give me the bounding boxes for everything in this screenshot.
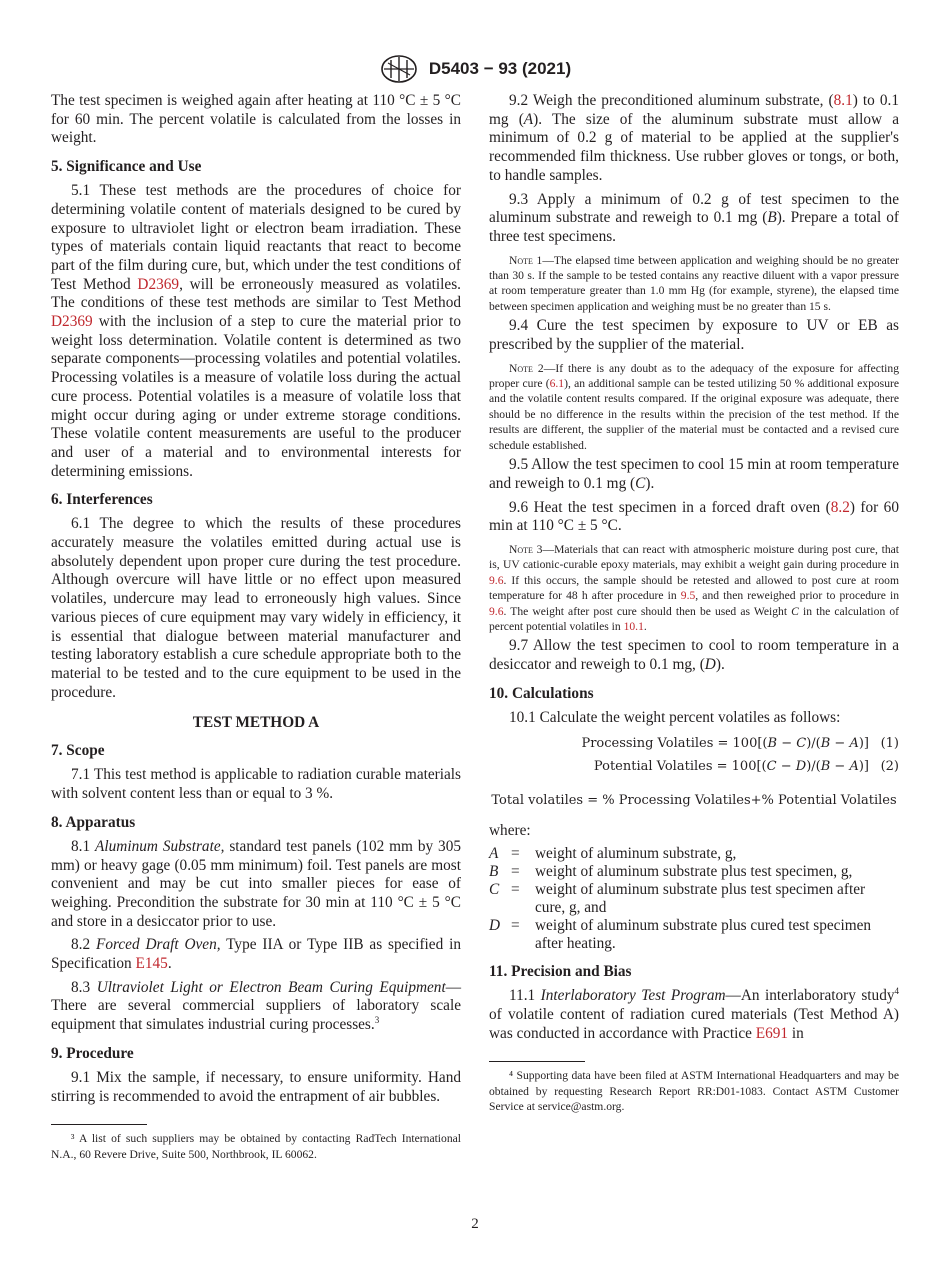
paragraph-9-7: 9.7 Allow the test specimen to cool to room temperature in a desiccator and reweigh to 0.1 mg, (D). <box>489 637 899 674</box>
link-9-5[interactable]: 9.5 <box>680 589 696 603</box>
footnote-4: ⁴ Supporting data have been filed at ASTM International Headquarters and may be obtained by requesting Research Report RR:D01-1083. Contact ASTM Customer Service at service@astm.org. <box>489 1069 899 1114</box>
definition-d: D = weight of aluminum substrate plus cured test specimen after heating. <box>489 917 872 953</box>
paragraph-9-5: 9.5 Allow the test specimen to cool 15 min at room temperature and reweigh to 0.1 mg (C). <box>489 456 899 492</box>
right-column <box>489 92 899 1114</box>
paragraph-9-1: 9.1 Mix the sample, if necessary, to ensure uniformity. Hand stirring is recommended to avoid the entrapment of air bubbles. <box>51 1068 461 1105</box>
section-7-heading: 7. Scope <box>51 742 105 760</box>
note-1: Note 1—The elapsed time between application and weighing should be no greater than 30 s. If the sample to be tested contains any reactive diluent with a vapor pressure at room temperature greater than 1.0 mm Hg (for example, styrene), the elapsed time between specimen application and weighing must be no greater than 15 s. <box>489 253 899 313</box>
link-d2369-second[interactable]: D2369 <box>51 313 93 331</box>
link-9-6-second[interactable]: 9.6 <box>489 604 504 618</box>
variable-definitions <box>489 845 899 953</box>
document-designation: D5403 − 93 (2021) <box>428 59 572 78</box>
definition-c: C = weight of aluminum substrate plus test specimen after cure, g, and <box>489 881 866 917</box>
definition-a: A = weight of aluminum substrate, g, <box>489 845 737 863</box>
link-e691[interactable]: E691 <box>755 1024 789 1042</box>
paragraph-9-6: 9.6 Heat the test specimen in a forced draft oven (8.2) for 60 min at 110 °C ± 5 °C. <box>489 498 899 535</box>
paragraph-7-1: 7.1 This test method is applicable to radiation curable materials with solvent content less than or equal to 3 %. <box>51 766 461 803</box>
page-number: 2 <box>471 1216 479 1232</box>
link-10-1[interactable]: 10.1 <box>623 619 644 633</box>
footnote-4-marker: 4 <box>894 986 900 997</box>
link-e145[interactable]: E145 <box>135 955 168 973</box>
section-8-heading: 8. Apparatus <box>51 813 136 831</box>
paragraph-8-1: 8.1 Aluminum Substrate, standard test panels (102 mm by 305 mm) or heavy gage (0.05 mm minimum) foil. Test panels are most convenient and may be cut into smaller pieces for ease of weighing. Precondition the substrate for 30 min at 110 °C ± 5 °C and store in a desiccator prior to use. <box>51 837 461 930</box>
footnote-3-marker: 3 <box>374 1015 380 1026</box>
link-8-1[interactable]: 8.1 <box>833 92 853 109</box>
section-11-heading: 11. Precision and Bias <box>489 963 632 981</box>
paragraph-9-2: 9.2 Weigh the preconditioned aluminum substrate, (8.1) to 0.1 mg (A). The size of the aluminum substrate must allow a minimum of 0.2 g of material to be applied at the supplier's recommended film thickness. Use rubber gloves or tongs, or both, to handle samples. <box>489 92 899 184</box>
link-9-6[interactable]: 9.6 <box>489 573 504 587</box>
footnote-3: ³ A list of such suppliers may be obtained by contacting RadTech International N.A., 60 Revere Drive, Suite 500, Northbrook, IL 60062. <box>51 1132 461 1161</box>
paragraph-9-4: 9.4 Cure the test specimen by exposure to UV or EB as prescribed by the supplier of the material. <box>489 317 899 353</box>
equation-1: Processing Volatiles = 100[(B − C)/(B − A)] (1) <box>581 736 899 752</box>
equation-2-number: (2) <box>880 759 899 775</box>
link-6-1[interactable]: 6.1 <box>549 377 565 391</box>
section-9-heading: 9. Procedure <box>51 1044 134 1062</box>
equation-2: Potential Volatiles = 100[(C − D)/(B − A)] (2) <box>593 759 899 775</box>
link-d2369[interactable]: D2369 <box>137 275 180 293</box>
note-3: Note 3—Materials that can react with atmospheric moisture during post cure, that is, UV cationic-curable epoxy materials, may exhibit a weight gain during procedure in 9.6. If this occurs, the sample should be retested and allowed to post cure at room temperature for 48 h after procedure in 9.5, and then reweighed prior to procedure in 9.6. The weight after post cure should then be used as Weight C in the calculation of percent potential volatiles in 10.1. <box>489 542 899 633</box>
section-6-heading: 6. Interferences <box>51 491 153 509</box>
left-column <box>51 92 461 1162</box>
definition-b: B = weight of aluminum substrate plus test specimen, g, <box>489 863 853 881</box>
equation-1-number: (1) <box>880 736 899 752</box>
intro-paragraph: The test specimen is weighed again after heating at 110 °C ± 5 °C for 60 min. The percent volatile is calculated from the losses in weight. <box>51 92 461 147</box>
section-10-heading: 10. Calculations <box>489 684 594 702</box>
paragraph-8-2: 8.2 Forced Draft Oven, Type IIA or Type IIB as specified in Specification E145. <box>51 936 461 973</box>
paragraph-11-1: 11.1 Interlaboratory Test Program—An interlaboratory study$^4$ of volatile content of radiation cured materials (Test Method A) was conducted in accordance with Practice E691 in <box>489 986 900 1042</box>
section-5-heading: 5. Significance and Use <box>51 158 202 176</box>
footnote-rule <box>51 1124 147 1125</box>
page-header <box>0 54 950 84</box>
test-method-a-heading: TEST METHOD A <box>192 714 320 732</box>
where-label: where: <box>489 822 531 840</box>
astm-logo-icon <box>379 54 419 84</box>
paragraph-6-1: 6.1 The degree to which the results of these procedures accurately measure the volatiles emitted during actual use is absolutely dependent upon proper cure during the test procedure. Although overcure will have little or no effect upon measured volatiles, undercure may lead to erroneously high values. Since various pieces of cure equipment may vary widely in efficiency, it is essential that dialogue between material manufacturer and testing laboratory establish a cure schedule appropriate both to the material to be tested and to the cure equipment to be used in the procedure. <box>51 515 461 701</box>
paragraph-9-3: 9.3 Apply a minimum of 0.2 g of test specimen to the aluminum substrate and reweigh to 0.1 mg (B). Prepare a total of three test specimens. <box>489 190 899 245</box>
link-8-2[interactable]: 8.2 <box>830 498 850 516</box>
note-2: Note 2—If there is any doubt as to the adequacy of the exposure for affecting proper cure (6.1), an additional sample can be tested utilizing 50 % additional exposure and the volatile content results compared. If the original exposure was adequate, there should be no difference in the results within the precision of the test method. If the results are different, the supplier of the material must be contacted and a revised cure schedule established. <box>489 361 899 452</box>
paragraph-8-3: 8.3 Ultraviolet Light or Electron Beam Curing Equipment—There are several commercial suppliers of laboratory scale equipment that simulates industrial curing processes.$^3$ <box>51 978 461 1034</box>
total-volatiles-equation: Total volatiles = % Processing Volatiles+% Potential Volatiles <box>491 793 897 809</box>
paragraph-10-1: 10.1 Calculate the weight percent volatiles as follows: <box>509 708 841 726</box>
footnote-rule-right <box>489 1061 585 1062</box>
paragraph-5-1: 5.1 These test methods are the procedures of choice for determining volatile content of materials designed to be cured by exposure to ultraviolet light or electron beam irradiation. These types of materials contain liquid reactants that react to become part of the film during cure, but, which under the test conditions of Test Method D2369, will be erroneously measured as volatiles. The conditions of these test methods are similar to Test Method D2369 with the inclusion of a step to cure the material prior to weight loss determination. Volatile content is determined as two separate components—processing volatiles and potential volatiles. Processing volatiles is a measure of volatile loss during the actual cure process. Potential volatiles is a measure of volatile loss that might occur during aging or under extreme storage conditions. These volatile content measurements are useful to the producer and user of a material and to environmental interests for determining emissions. <box>51 182 461 480</box>
